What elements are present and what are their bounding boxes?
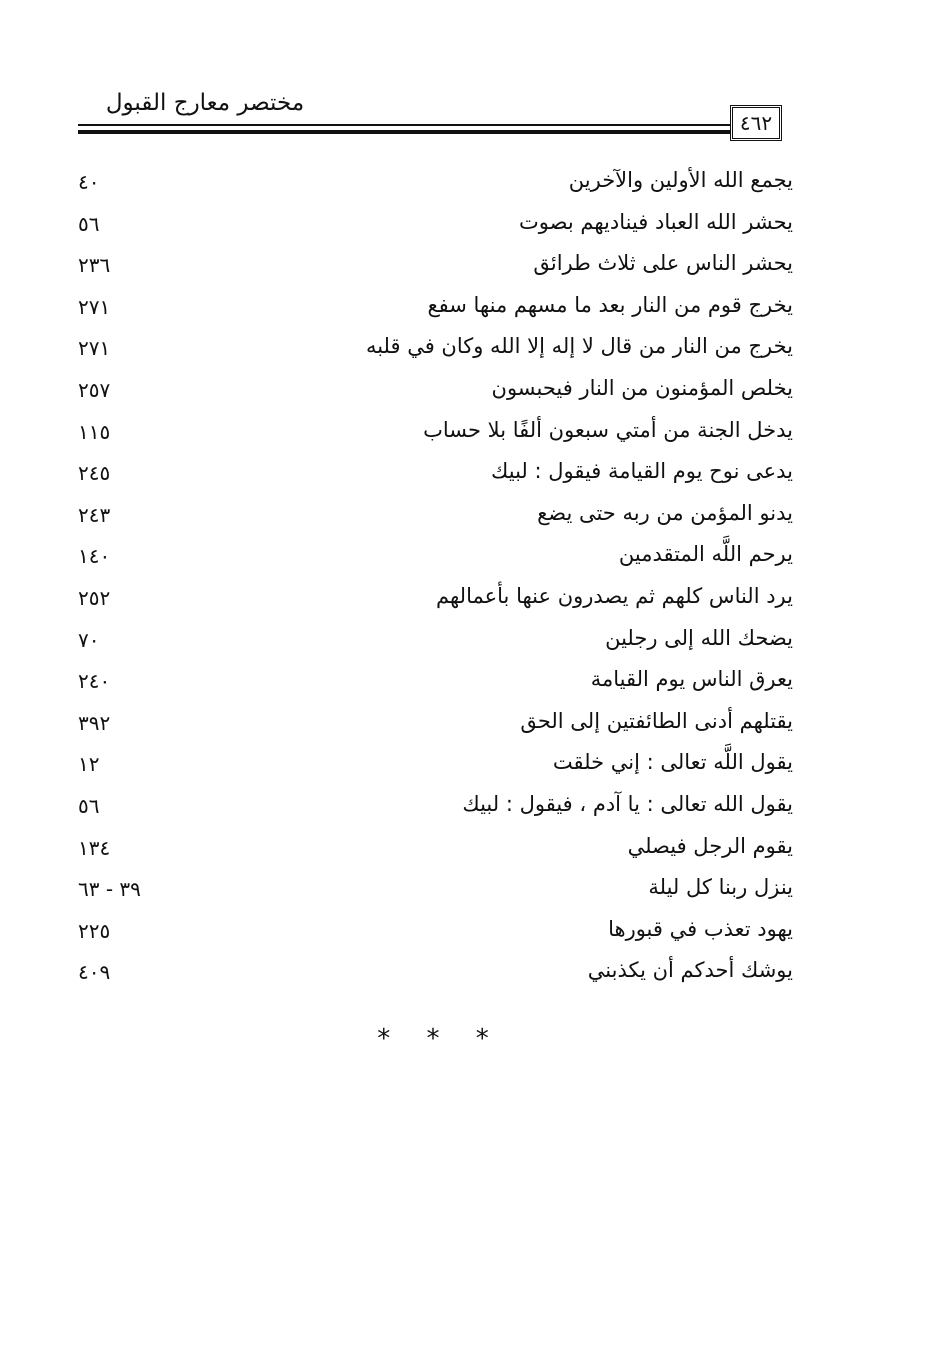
entry-page-numbers: ٢٥٢: [78, 586, 111, 610]
index-entry: [0, 826, 929, 866]
entry-page-numbers: ١٤٠: [78, 544, 111, 568]
entry-page-numbers: ٢٣٦: [78, 253, 111, 277]
entry-text: يخلص المؤمنون من النار فيحبسون: [491, 376, 793, 400]
entry-text: يهود تعذب في قبورها: [608, 917, 793, 941]
entry-page-numbers: ٥٦: [78, 794, 100, 818]
index-entry: [0, 493, 929, 533]
index-entry: [0, 618, 929, 658]
index-entry: [0, 160, 929, 200]
entry-text: يدنو المؤمن من ربه حتى يضع: [537, 501, 793, 525]
index-entry: [0, 659, 929, 699]
entry-page-numbers: ٥٦: [78, 212, 100, 236]
entry-text: يحشر الله العباد فيناديهم بصوت: [519, 210, 793, 234]
index-entry: [0, 410, 929, 450]
end-marker: * * *: [377, 1024, 503, 1054]
index-entry: [0, 742, 929, 782]
index-entry: [0, 534, 929, 574]
index-entry: [0, 326, 929, 366]
entry-text: يدخل الجنة من أمتي سبعون ألفًا بلا حساب: [423, 418, 793, 442]
entry-text: يعرق الناس يوم القيامة: [590, 667, 793, 691]
index-entry: [0, 909, 929, 949]
entry-page-numbers: ٢٧١: [78, 295, 111, 319]
index-entry: [0, 285, 929, 325]
entry-page-numbers: ٧٠: [78, 628, 100, 652]
index-entry: [0, 202, 929, 242]
entry-page-numbers: ٢٢٥: [78, 919, 111, 943]
entry-page-numbers: ٤٠٩: [78, 960, 111, 984]
index-entry: [0, 451, 929, 491]
header-rule-thick: [78, 130, 730, 134]
entry-text: يجمع الله الأولين والآخرين: [568, 168, 793, 192]
entry-text: يقول الله تعالى : يا آدم ، فيقول : لبيك: [462, 792, 793, 816]
entry-page-numbers: ١١٥: [78, 420, 111, 444]
entry-text: يحشر الناس على ثلاث طرائق: [533, 251, 793, 275]
index-entry: [0, 368, 929, 408]
entry-text: يخرج من النار من قال لا إله إلا الله وكان في قلبه: [365, 334, 793, 358]
entry-page-numbers: ٣٩٢: [78, 711, 111, 735]
entry-text: يقتلهم أدنى الطائفتين إلى الحق: [520, 709, 793, 733]
index-entry: [0, 784, 929, 824]
index-entry: [0, 867, 929, 907]
entry-page-numbers: ٢٤٥: [78, 461, 111, 485]
entry-text: ينزل ربنا كل ليلة: [648, 875, 793, 899]
index-entry: [0, 576, 929, 616]
entry-page-numbers: ٤٠: [78, 170, 100, 194]
page-number: ٤٦٢: [730, 105, 782, 141]
entry-page-numbers: ٢٤٣: [78, 503, 111, 527]
entry-text: يرد الناس كلهم ثم يصدرون عنها بأعمالهم: [436, 584, 793, 608]
entry-text: يخرج قوم من النار بعد ما مسهم منها سفع: [427, 293, 793, 317]
entry-page-numbers: ٣٩ - ٦٣: [78, 877, 141, 901]
entry-text: يدعى نوح يوم القيامة فيقول : لبيك: [491, 459, 793, 483]
running-title: مختصر معارج القبول: [105, 90, 305, 116]
entry-text: يقول اللَّه تعالى : إني خلقت: [552, 750, 793, 774]
entry-text: يوشك أحدكم أن يكذبني: [587, 958, 793, 982]
entry-text: يرحم اللَّه المتقدمين: [618, 542, 793, 566]
index-entry: [0, 701, 929, 741]
index-entry: [0, 243, 929, 283]
entry-page-numbers: ١٢: [78, 752, 100, 776]
index-entry: [0, 950, 929, 990]
entry-text: يضحك الله إلى رجلين: [605, 626, 793, 650]
entry-page-numbers: ١٣٤: [78, 836, 111, 860]
entry-page-numbers: ٢٧١: [78, 336, 111, 360]
entry-text: يقوم الرجل فيصلي: [627, 834, 793, 858]
entry-page-numbers: ٢٤٠: [78, 669, 111, 693]
entry-page-numbers: ٢٥٧: [78, 378, 111, 402]
header-rule-thin: [78, 124, 730, 126]
